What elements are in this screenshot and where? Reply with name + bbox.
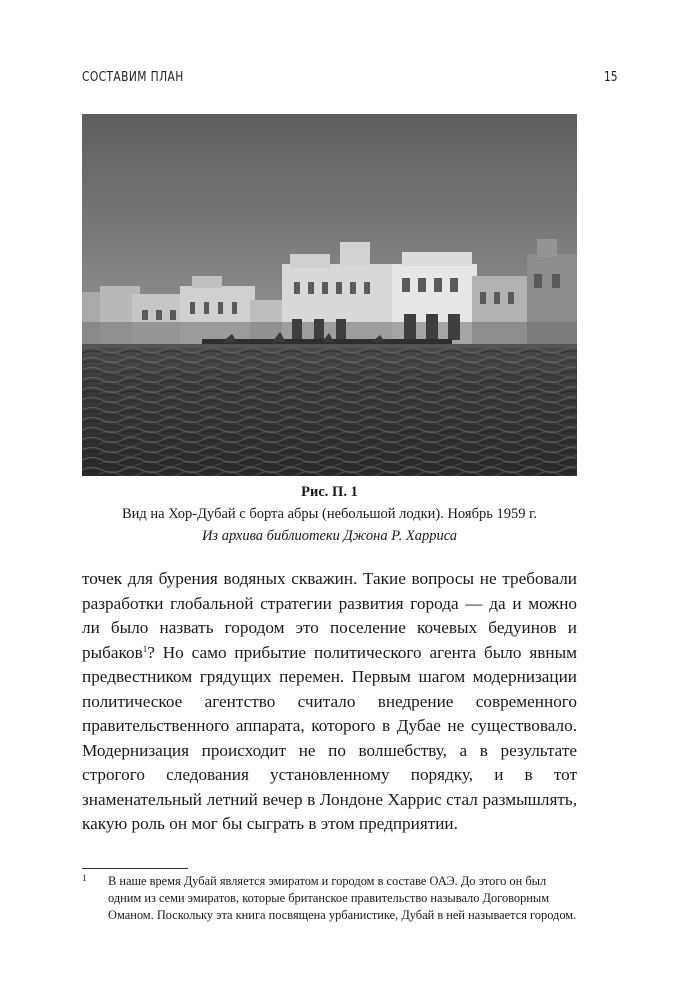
dubai-creek-photo	[82, 114, 577, 476]
footnote	[82, 873, 577, 924]
body-paragraph	[82, 567, 577, 837]
body-text-part2: ? Но само прибытие политического агента было явным предвестником грядущих перемен. Первым шагом модернизации политическое агентство считало внедрение современного правительственного аппарата, которого в Дубае не существовало. Модернизация происходит не по волшебству, а в результате строгого следования установленному порядку, и в тот знаменательный летний вечер в Лондоне Харрис стал размышлять, какую роль он мог бы сыграть в этом предприятии.	[82, 642, 577, 833]
body-text-part1: точек для бурения водяных скважин. Такие вопросы не требовали разработки глобальной стратегии развития города — да и можно ли было назвать городом это поселение кочевых бедуинов и рыбаков	[82, 569, 577, 662]
figure-number: Рис. П. 1	[301, 484, 358, 500]
running-header-title: СОСТАВИМ ПЛАН	[82, 70, 184, 85]
figure-photo	[82, 114, 577, 476]
footnote-number: 1	[82, 873, 87, 883]
figure-source: Из архива библиотеки Джона Р. Харриса	[201, 528, 458, 544]
footnote-divider	[82, 868, 188, 869]
footnote-reference[interactable]: 1	[142, 643, 148, 654]
footnote-text: В наше время Дубай является эмиратом и городом в составе ОАЭ. До этого он был одним из семи эмиратов, которые британское правительство называло Договорным Оманом. Поскольку эта книга посвящена урбанистике, Дубай в ней называется городом.	[108, 874, 577, 922]
page-number: 15	[604, 70, 618, 85]
figure-description: Вид на Хор-Дубай с борта абры (небольшой лодки). Ноябрь 1959 г.	[121, 506, 538, 522]
figure-caption	[82, 481, 577, 547]
